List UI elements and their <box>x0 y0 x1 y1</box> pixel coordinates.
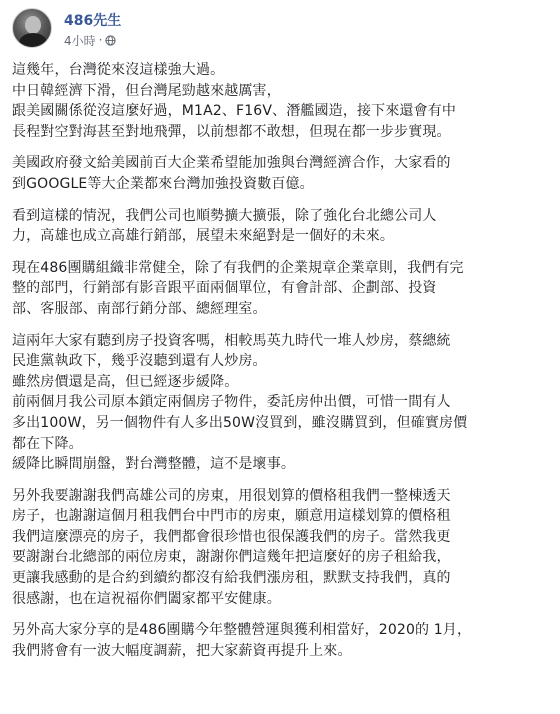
meta-separator: · <box>98 33 103 47</box>
text-line: 更讓我感動的是合約到續約都沒有給我們漲房租，默默支持我們，真的 <box>12 570 451 587</box>
text-line: 美國政府發文給美國前百大企業希望能加強與台灣經濟合作，大家看的 <box>12 155 451 172</box>
text-line: 都在下降。 <box>12 435 83 452</box>
avatar[interactable] <box>12 8 52 48</box>
text-line: 另外高大家分享的是486團購今年整體營運與獲利相當好，2020的 1月， <box>12 622 472 639</box>
text-line: 長程對空對海甚至對地飛彈，以前想都不敢想，但現在都一步步實現。 <box>12 123 451 140</box>
text-line: 我們這麼漂亮的房子，我們都會很珍惜也很保護我們的房子。當然我更 <box>12 528 451 545</box>
author-name[interactable]: 486先生 <box>64 13 122 29</box>
paragraph-2 <box>12 153 548 194</box>
text-line: 緩降比瞬間崩盤，對台灣整體，這不是壞事。 <box>12 456 295 473</box>
paragraph-5 <box>12 331 548 475</box>
post-timestamp[interactable]: 4小時 <box>64 33 96 48</box>
paragraph-7 <box>12 620 548 661</box>
text-line: 部、客服部、南部行銷分部、總經理室。 <box>12 300 267 317</box>
text-line: 另外我要謝謝我們高雄公司的房東，用很划算的價格租我們一整棟透天 <box>12 487 451 504</box>
text-line: 整的部門，行銷部有影音跟平面兩個單位，有會計部、企劃部、投資 <box>12 280 437 297</box>
text-line: 我們將會有一波大幅度調薪，把大家薪資再提升上來。 <box>12 642 352 659</box>
paragraph-4 <box>12 258 548 320</box>
paragraph-6 <box>12 486 548 610</box>
avatar-face-shape <box>25 16 41 34</box>
text-line: 要謝謝台北總部的兩位房東，謝謝你們這幾年把這麼好的房子租給我， <box>12 549 451 566</box>
text-line: 跟美國關係從沒這麼好過，M1A2、F16V、潛艦國造，接下來還會有中 <box>12 103 457 120</box>
text-line: 中日韓經濟下滑，但台灣尾勁越來越厲害， <box>12 82 281 99</box>
post-meta <box>64 32 116 48</box>
text-line: 現在486團購組織非常健全，除了有我們的企業規章企業章則，我們有完 <box>12 259 464 276</box>
text-line: 很感謝，也在這祝福你們闔家都平安健康。 <box>12 590 281 607</box>
post-header <box>12 8 548 52</box>
text-line: 到GOOGLE等大企業都來台灣加強投資數百億。 <box>12 175 314 192</box>
paragraph-1 <box>12 60 548 142</box>
text-line: 房子，也謝謝這個月租我們台中門市的房東，願意用這樣划算的價格租 <box>12 508 451 525</box>
post-body <box>12 60 548 672</box>
text-line: 前兩個月我公司原本鎖定兩個房子物件，委託房仲出價，可惜一間有人 <box>12 394 451 411</box>
text-line: 多出100W，另一個物件有人多出50W沒買到，雖沒購買到，但確實房價 <box>12 414 468 431</box>
text-line: 看到這樣的情況，我們公司也順勢擴大擴張，除了強化台北總公司人 <box>12 207 437 224</box>
text-line: 力，高雄也成立高雄行銷部，展望未來絕對是一個好的未來。 <box>12 228 395 245</box>
text-line: 這兩年大家有聽到房子投資客嗎，相較馬英九時代一堆人炒房，蔡總統 <box>12 332 451 349</box>
globe-icon[interactable] <box>105 35 116 46</box>
text-line: 民進黨執政下，幾乎沒聽到還有人炒房。 <box>12 353 267 370</box>
text-line: 這幾年，台灣從來沒這樣強大過。 <box>12 62 225 78</box>
text-line: 雖然房價還是高，但已經逐步緩降。 <box>12 373 239 390</box>
avatar-body-shape <box>19 33 47 48</box>
paragraph-3 <box>12 206 548 247</box>
